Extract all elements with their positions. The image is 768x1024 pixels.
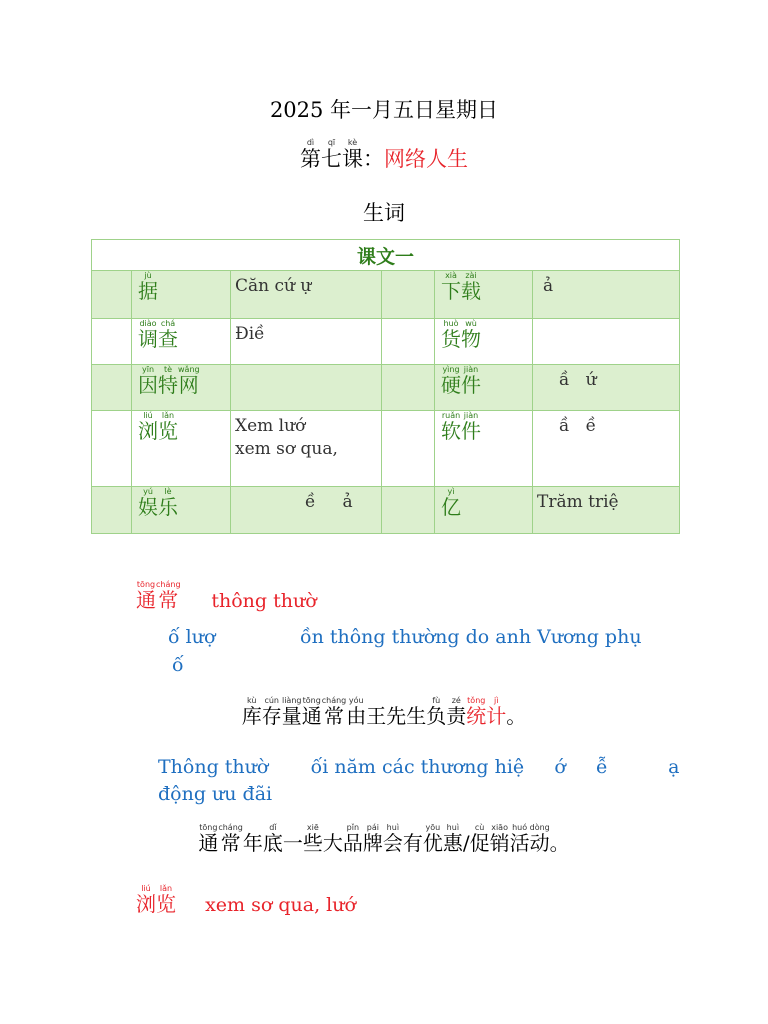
section-keyword-row — [136, 884, 356, 917]
table-word-cell: 货huò物wù — [435, 319, 533, 365]
vocab-table — [91, 239, 680, 534]
example-cn-sentence: 库kù存cún量liàng通tōng常cháng由yóu王先生负fù责zé统tǒng计jì。 — [241, 696, 527, 728]
example-vi-line: Thông thườ ối năm các thương hiệ ớ ễ ạ — [158, 756, 680, 778]
example-vi-line: ố lượ ồn thông thường do anh Vương phụ — [168, 626, 642, 648]
table-word-cell: 软ruǎn件jiàn — [435, 411, 533, 487]
vocab-heading: 生词 — [363, 201, 405, 225]
table-word-cell: 据jù — [132, 271, 231, 319]
table-meaning-cell: ả — [533, 271, 680, 319]
table-row — [92, 411, 680, 487]
table-meaning-cell: Trăm triệ — [533, 487, 680, 534]
table-row — [92, 319, 680, 365]
table-word-cell: 娱yú乐lè — [132, 487, 231, 534]
lesson-title-row — [0, 138, 768, 173]
lesson-char: 七qī — [321, 138, 342, 171]
table-caption: 课文一 — [92, 240, 680, 271]
example-vi-line-2: động ưu đãi — [158, 783, 273, 805]
table-meaning-cell: ề ả — [231, 487, 382, 534]
example-cn-sentence: 通tōng常cháng年底dǐ一些xiē大品pǐn牌pái会huì有优yōu惠huì/促cù销xiāo活huó动dòng。 — [198, 823, 570, 855]
table-meaning-cell: Căn cứ ự — [231, 271, 382, 319]
table-row — [92, 487, 680, 534]
section-keyword-meaning: thông thườ — [211, 590, 317, 612]
table-cell-blank — [92, 365, 132, 411]
table-cell-blank — [92, 271, 132, 319]
section-keyword: 浏liú览lǎn — [136, 884, 176, 916]
section-keyword-meaning: xem sơ qua, lướ — [205, 894, 356, 916]
lesson-colon: ： — [363, 147, 384, 171]
table-cell-blank — [382, 319, 435, 365]
lesson-name: 网络人生 — [384, 147, 468, 171]
table-cell-blank — [92, 319, 132, 365]
lesson-char: 第dì — [300, 138, 321, 171]
table-word-cell: 亿yì — [435, 487, 533, 534]
table-word-cell: 浏liú览lǎn — [132, 411, 231, 487]
table-word-cell: 因yīn特tè网wǎng — [132, 365, 231, 411]
lesson-title — [300, 138, 468, 173]
table-meaning-cell: ầ ề — [533, 411, 680, 487]
table-word-cell: 下xià载zài — [435, 271, 533, 319]
table-meaning-cell: Điề — [231, 319, 382, 365]
section-keyword: 通tōng常cháng — [136, 580, 181, 612]
table-cell-blank — [92, 487, 132, 534]
example-vi-line-2: ố — [172, 654, 184, 676]
table-word-cell: 硬yìng件jiàn — [435, 365, 533, 411]
table-meaning-cell — [533, 319, 680, 365]
table-meaning-cell — [231, 365, 382, 411]
lesson-char: 课kè — [342, 138, 363, 171]
table-row — [92, 271, 680, 319]
table-row — [92, 365, 680, 411]
date-heading: 2025 年一月五日星期日 — [269, 98, 499, 122]
table-meaning-cell: Xem lướ xem sơ qua, — [231, 411, 382, 487]
table-word-cell: 调diào查chá — [132, 319, 231, 365]
table-cell-blank — [92, 411, 132, 487]
table-cell-blank — [382, 271, 435, 319]
section-keyword-row — [136, 580, 317, 613]
table-cell-blank — [382, 487, 435, 534]
table-cell-blank — [382, 411, 435, 487]
table-cell-blank — [382, 365, 435, 411]
table-meaning-cell: ầ ứ — [533, 365, 680, 411]
